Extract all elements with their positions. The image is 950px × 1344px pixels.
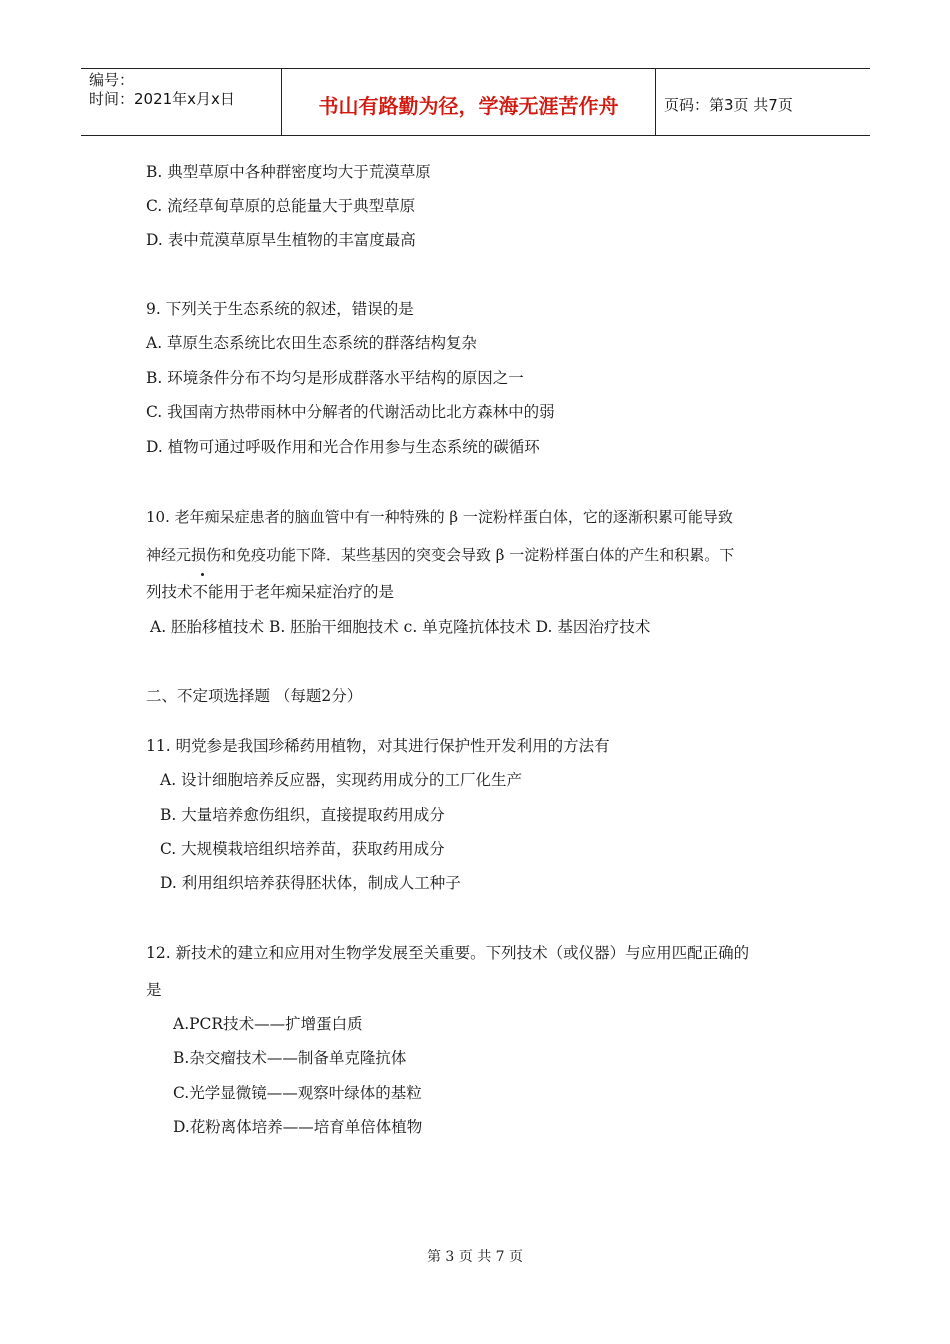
q12-option-c: C.光学显微镜——观察叶绿体的基粒 (173, 1084, 422, 1102)
section-title: 二、不定项选择题 （每题2分） (146, 687, 363, 705)
q11-option-b: B. 大量培养愈伤组织，直接提取药用成分 (160, 806, 445, 824)
header-page-info: 页码：第3页 共7页 (664, 95, 793, 114)
header-meta (81, 69, 282, 135)
q10-stem-line-2: 神经元损伤和免疫功能下降．某些基因的突变会导致 β 一淀粉样蛋白体的产生和积累。下 (146, 546, 735, 564)
q10-stem-line-3: 列技术不能用于老年痴呆症治疗的是 (146, 583, 395, 601)
q11-stem: 11. 明党参是我国珍稀药用植物，对其进行保护性开发利用的方法有 (146, 737, 610, 755)
q9-option-b: B. 环境条件分布不均匀是形成群落水平结构的原因之一 (146, 369, 524, 387)
header-motto: 书山有路勤为径，学海无涯苦作舟 (282, 69, 656, 135)
q9-option-a: A. 草原生态系统比农田生态系统的群落结构复杂 (146, 334, 478, 352)
q12-stem-line-1: 12. 新技术的建立和应用对生物学发展至关重要。下列技术（或仪器）与应用匹配正确的 (146, 944, 750, 962)
page-footer: 第 3 页 共 7 页 (426, 1249, 524, 1265)
q11-option-c: C. 大规模栽培组织培养苗，获取药用成分 (160, 840, 445, 858)
q8-option-b: B. 典型草原中各种群密度均大于荒漠草原 (146, 163, 431, 181)
q8-option-d: D. 表中荒漠草原旱生植物的丰富度最高 (146, 231, 416, 249)
q12-option-d: D.花粉离体培养——培育单倍体植物 (173, 1118, 423, 1136)
emphasis-dot (201, 573, 204, 576)
date-line: 时间：2021年x月x日 (89, 90, 235, 108)
q12-option-a: A.PCR技术——扩增蛋白质 (173, 1015, 363, 1033)
q8-option-c: C. 流经草甸草原的总能量大于典型草原 (146, 197, 416, 215)
page-header (81, 68, 870, 136)
q9-option-d: D. 植物可通过呼吸作用和光合作用参与生态系统的碳循环 (146, 438, 540, 456)
q9-stem: 9. 下列关于生态系统的叙述，错误的是 (146, 300, 414, 318)
q12-option-b: B.杂交瘤技术——制备单克隆抗体 (173, 1049, 407, 1067)
q10-stem-line-1: 10. 老年痴呆症患者的脑血管中有一种特殊的 β 一淀粉样蛋白体，它的逐渐积累可能导致 (146, 508, 733, 526)
q11-option-a: A. 设计细胞培养反应器，实现药用成分的工厂化生产 (160, 771, 523, 789)
serial-label: 编号： (89, 71, 135, 89)
q12-stem-line-2: 是 (146, 981, 162, 999)
q10-options: A. 胚胎移植技术 B. 胚胎干细胞技术 c. 单克隆抗体技术 D. 基因治疗技术 (150, 618, 651, 636)
q11-option-d: D. 利用组织培养获得胚状体，制成人工种子 (160, 874, 461, 892)
q9-option-c: C. 我国南方热带雨林中分解者的代谢活动比北方森林中的弱 (146, 403, 555, 421)
